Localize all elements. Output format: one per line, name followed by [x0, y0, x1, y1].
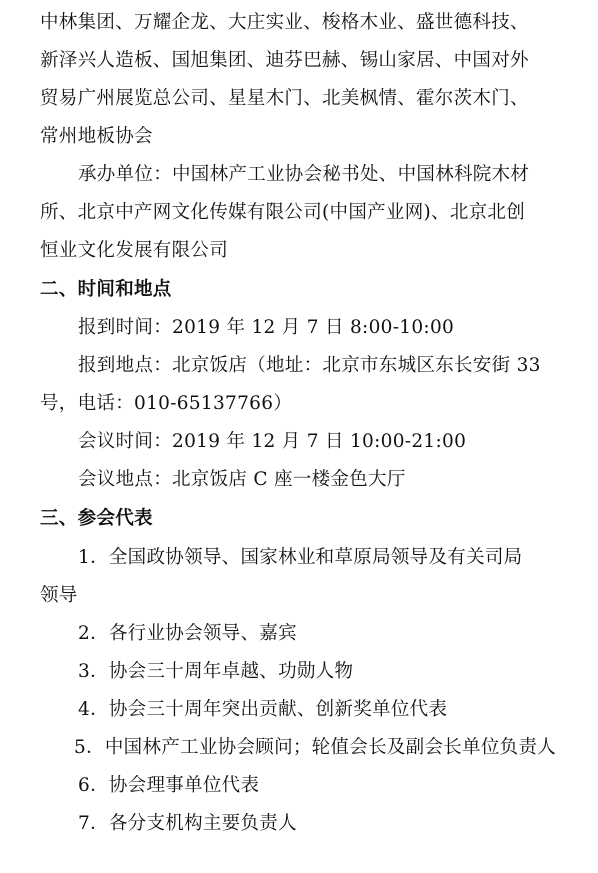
text-line: 常州地板协会 [40, 126, 153, 147]
list-item: 2．各行业协会领导、嘉宾 [78, 623, 297, 644]
text-line: 会议时间：2019 年 12 月 7 日 10:00-21:00 [78, 431, 467, 452]
list-item: 5．中国林产工业协会顾问；轮值会长及副会长单位负责人 [74, 737, 557, 758]
list-item: 4．协会三十周年突出贡献、创新奖单位代表 [78, 699, 448, 720]
text-line: 新泽兴人造板、国旭集团、迪芬巴赫、锡山家居、中国对外 [40, 50, 529, 71]
section-heading: 三、参会代表 [40, 508, 153, 529]
text-line: 领导 [40, 585, 78, 606]
list-item: 7．各分支机构主要负责人 [78, 813, 297, 834]
text-line: 报到时间：2019 年 12 月 7 日 8:00-10:00 [78, 317, 455, 338]
list-item: 3．协会三十周年卓越、功勋人物 [78, 661, 354, 682]
text-line: 号，电话：010-65137766） [40, 393, 293, 414]
list-item: 1．全国政协领导、国家林业和草原局领导及有关司局 [78, 547, 523, 568]
text-line: 恒业文化发展有限公司 [40, 240, 229, 261]
section-heading: 二、时间和地点 [40, 279, 172, 300]
text-line: 会议地点：北京饭店 C 座一楼金色大厅 [78, 469, 406, 490]
list-item: 6．协会理事单位代表 [78, 775, 260, 796]
text-line: 所、北京中产网文化传媒有限公司(中国产业网)、北京北创 [40, 202, 526, 223]
text-line: 中林集团、万耀企龙、大庄实业、梭格木业、盛世德科技、 [40, 12, 529, 33]
text-line: 承办单位：中国林产工业协会秘书处、中国林科院木材 [78, 164, 530, 185]
text-line: 贸易广州展览总公司、星星木门、北美枫情、霍尔茨木门、 [40, 88, 529, 109]
text-line: 报到地点：北京饭店（地址：北京市东城区东长安街 33 [78, 355, 541, 376]
